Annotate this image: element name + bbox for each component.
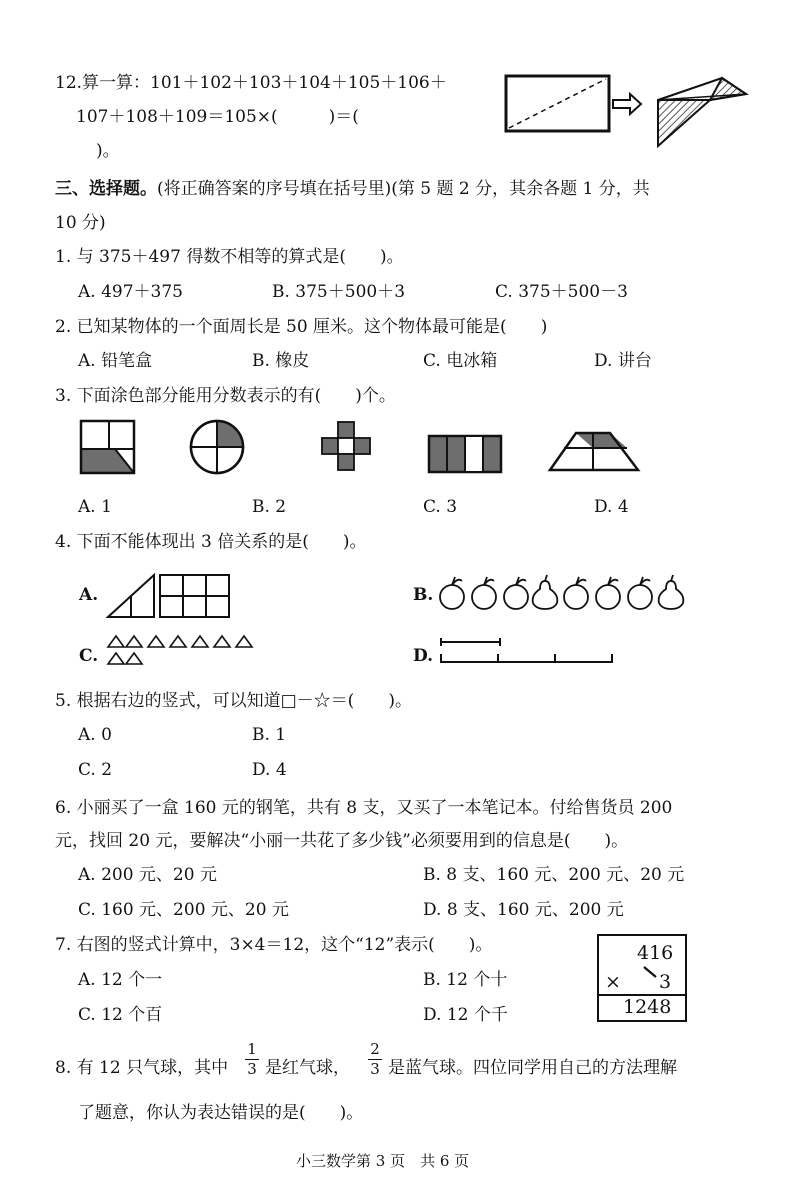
q8-fraction-two-thirds bbox=[368, 1041, 382, 1078]
q1-stem: 1. 与 375＋497 得数不相等的算式是( )。 bbox=[55, 247, 404, 267]
q5-option-b: B. 1 bbox=[252, 725, 287, 745]
q2-stem: 2. 已知某物体的一个面周长是 50 厘米。这个物体最可能是( ) bbox=[55, 317, 548, 337]
q7-option-b: B. 12 个十 bbox=[423, 970, 508, 990]
q5-stem: 5. 根据右边的竖式，可以知道□－☆＝( )。 bbox=[55, 691, 412, 711]
section3-title: 三、选择题。 bbox=[55, 179, 157, 199]
q7-stem: 7. 右图的竖式计算中，3×4＝12，这个“12”表示( )。 bbox=[55, 935, 493, 955]
q7-option-a: A. 12 个一 bbox=[78, 970, 163, 990]
q5-option-a: A. 0 bbox=[78, 725, 112, 745]
q3-circle-figure bbox=[188, 418, 248, 478]
q7-calc-arrow bbox=[641, 964, 671, 984]
q8-fraction-one-third bbox=[245, 1041, 259, 1078]
q3-cross-figure bbox=[318, 418, 378, 478]
q7-option-c: C. 12 个百 bbox=[78, 1005, 163, 1025]
q3-stem: 3. 下面涂色部分能用分数表示的有( )个。 bbox=[55, 386, 396, 406]
q7-calc-top: 416 bbox=[637, 942, 674, 964]
q3-square-figure bbox=[78, 418, 138, 478]
q3-trapezoid-figure bbox=[548, 428, 643, 478]
q8-stem-a: 8. 有 12 只气球，其中 bbox=[55, 1058, 229, 1078]
q8-stem-line2: 了题意，你认为表达错误的是( )。 bbox=[78, 1103, 364, 1123]
q3-option-d: D. 4 bbox=[594, 497, 629, 517]
q7-calc-mult: 3 bbox=[659, 971, 672, 993]
q5-option-d: D. 4 bbox=[252, 760, 287, 780]
section3-note-cont: 10 分) bbox=[55, 213, 106, 233]
q2-option-d: D. 讲台 bbox=[594, 351, 652, 371]
q12-line2: 107＋108＋109＝105×( )＝( bbox=[76, 107, 359, 127]
q6-stem-line1: 6. 小丽买了一盒 160 元的钢笔，共有 8 支，又买了一本笔记本。付给售货员 200 bbox=[55, 798, 673, 818]
q7-calc-result: 1248 bbox=[623, 996, 672, 1018]
q4-stem: 4. 下面不能体现出 3 倍关系的是( )。 bbox=[55, 532, 367, 552]
q6-stem-line2: 元，找回 20 元，要解决“小丽一共花了多少钱”必须要用到的信息是( )。 bbox=[55, 831, 629, 851]
q12-line1: 12.算一算：101＋102＋103＋104＋105＋106＋ bbox=[55, 73, 447, 93]
q8-frac1-den: 3 bbox=[247, 1060, 257, 1078]
q4-label-c: C. bbox=[79, 646, 99, 666]
q4-option-b-figure bbox=[438, 573, 698, 613]
q4-label-b: B. bbox=[413, 585, 434, 605]
q4-label-d: D. bbox=[413, 646, 434, 666]
q5-option-c: C. 2 bbox=[78, 760, 113, 780]
q4-option-c-figure bbox=[106, 633, 266, 668]
q6-option-c: C. 160 元、200 元、20 元 bbox=[78, 900, 289, 920]
q6-option-b: B. 8 支、160 元、200 元、20 元 bbox=[423, 865, 685, 885]
q8-frac1-num: 1 bbox=[247, 1040, 257, 1058]
q1-option-b: B. 375＋500＋3 bbox=[272, 282, 406, 302]
q7-calc-times: × bbox=[605, 971, 621, 993]
q3-option-c: C. 3 bbox=[423, 497, 458, 517]
q4-option-d-figure bbox=[438, 634, 618, 669]
q7-vertical-calculation bbox=[597, 934, 687, 1022]
q8-frac2-den: 3 bbox=[370, 1060, 380, 1078]
q7-option-d: D. 12 个千 bbox=[423, 1005, 508, 1025]
q12-line3: )。 bbox=[96, 141, 120, 161]
q2-option-c: C. 电冰箱 bbox=[423, 351, 498, 371]
q8-frac2-num: 2 bbox=[370, 1040, 380, 1058]
q3-bar-figure bbox=[427, 434, 507, 479]
q4-option-a-figure bbox=[106, 573, 236, 623]
q8-stem-b: 是红气球， bbox=[265, 1058, 350, 1078]
q12-rectangle-figure bbox=[500, 70, 793, 150]
q1-option-a: A. 497＋375 bbox=[78, 282, 183, 302]
q3-option-b: B. 2 bbox=[252, 497, 287, 517]
page-footer: 小三数学第 3 页 共 6 页 bbox=[296, 1152, 470, 1170]
q1-option-c: C. 375＋500－3 bbox=[495, 282, 628, 302]
q2-option-b: B. 橡皮 bbox=[252, 351, 310, 371]
q6-option-d: D. 8 支、160 元、200 元 bbox=[423, 900, 624, 920]
q2-option-a: A. 铅笔盒 bbox=[78, 351, 153, 371]
section3-heading bbox=[55, 178, 650, 200]
q4-label-a: A. bbox=[79, 585, 99, 605]
q6-option-a: A. 200 元、20 元 bbox=[78, 865, 217, 885]
q8-stem-c: 是蓝气球。四位同学用自己的方法理解 bbox=[388, 1058, 677, 1078]
q3-option-a: A. 1 bbox=[78, 497, 112, 517]
section3-note: (将正确答案的序号填在括号里)(第 5 题 2 分，其余各题 1 分，共 bbox=[157, 179, 650, 199]
